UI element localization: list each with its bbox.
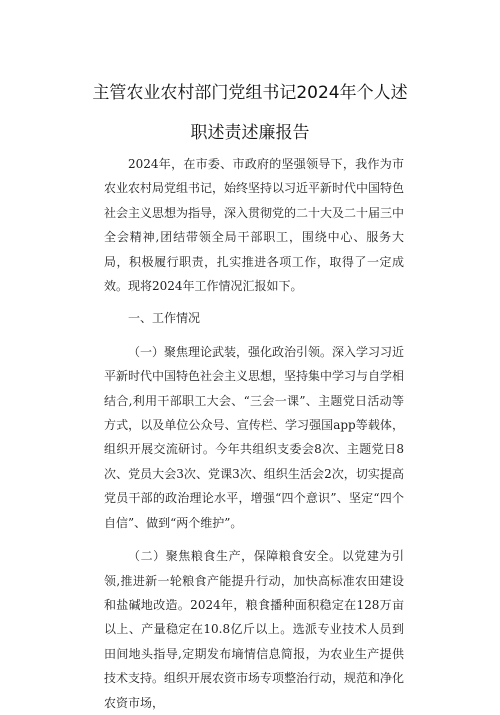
paragraph-grain-production: （二）聚焦粮食生产，保障粮食安全。以党建为引领,推进新一轮粮食产能提升行动，加快高标准农田建设和盐碱地改造。2024年，粮食播种面积稳定在128万亩以上、产量稳定在10.8亿斤以上。选派专业技术人员到田间地头指导,定期发布墒情信息简报，为农业生产提供技术支持。组织开展农资市场专项整治行动，规范和净化农资市场， (104, 549, 405, 710)
document-title-line-1: 主管农业农村部门党组书记2024年个人述 (92, 83, 408, 103)
section-heading-work-status: 一、工作情况 (128, 311, 201, 326)
document-title-line-2: 职述责述廉报告 (190, 123, 310, 143)
paragraph-theory-study: （一）聚焦理论武装，强化政治引领。深入学习习近平新时代中国特色社会主义思想，坚持集中学习与自学相结合,利用干部职工大会、“三会一课”、主题党日活动等方式，以及单位公众号、宣传栏、学习强国app等载体，组织开展交流研讨。今年共组织支委会8次、主题党日8次、党员大会3次、党课3次、组织生活会2次，切实提高党员干部的政治理论水平，增强“四个意识”、坚定“四个自信”、做到“两个维护”。 (104, 344, 405, 530)
document-body (104, 152, 404, 715)
intro-paragraph: 2024年，在市委、市政府的坚强领导下，我作为市农业农村局党组书记，始终坚持以习近平新时代中国特色社会主义思想为指导，深入贯彻党的二十大及二十届三中全会精神,团结带领全局干部职工，围绕中心、服务大局，积极履行职责，扎实推进各项工作，取得了一定成效。现将2024年工作情况汇报如下。 (104, 157, 405, 294)
